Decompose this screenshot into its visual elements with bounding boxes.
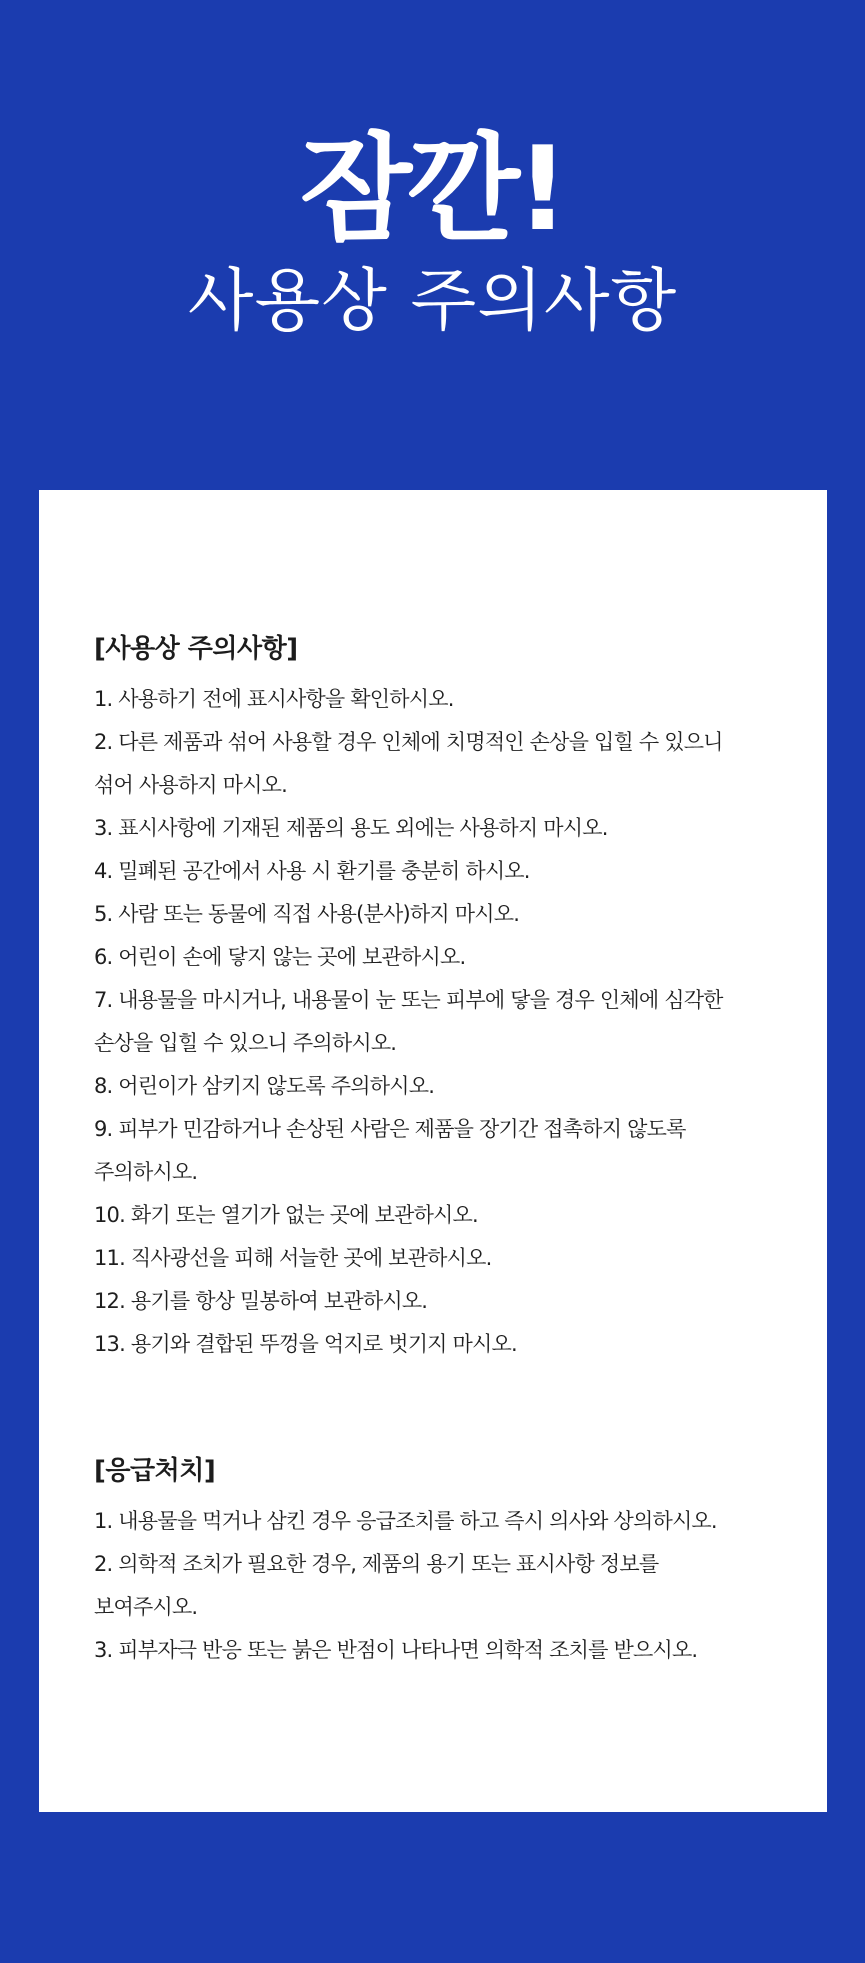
usage-precautions-section	[94, 632, 794, 1366]
usage-item: 주의하시오.	[94, 1160, 198, 1184]
usage-item: 4. 밀폐된 공간에서 사용 시 환기를 충분히 하시오.	[94, 859, 530, 883]
hero-title: 잠깐!	[299, 122, 565, 257]
emergency-section	[94, 1454, 794, 1672]
emergency-item: 1. 내용물을 먹거나 삼킨 경우 응급조치를 하고 즉시 의사와 상의하시오.	[94, 1509, 717, 1533]
hero-subtitle: 사용상 주의사항	[187, 262, 678, 341]
emergency-heading: [응급처치]	[94, 1456, 216, 1486]
usage-item: 9. 피부가 민감하거나 손상된 사람은 제품을 장기간 접촉하지 않도록	[94, 1117, 686, 1141]
emergency-item: 3. 피부자극 반응 또는 붉은 반점이 나타나면 의학적 조치를 받으시오.	[94, 1638, 698, 1662]
usage-item: 8. 어린이가 삼키지 않도록 주의하시오.	[94, 1074, 435, 1098]
usage-item: 7. 내용물을 마시거나, 내용물이 눈 또는 피부에 닿을 경우 인체에 심각한	[94, 988, 723, 1012]
usage-item: 10. 화기 또는 열기가 없는 곳에 보관하시오.	[94, 1203, 478, 1227]
usage-item: 3. 표시사항에 기재된 제품의 용도 외에는 사용하지 마시오.	[94, 816, 608, 840]
emergency-item: 보여주시오.	[94, 1595, 198, 1619]
usage-item: 2. 다른 제품과 섞어 사용할 경우 인체에 치명적인 손상을 입힐 수 있으니	[94, 730, 723, 754]
usage-item: 5. 사람 또는 동물에 직접 사용(분사)하지 마시오.	[94, 902, 520, 926]
emergency-item: 2. 의학적 조치가 필요한 경우, 제품의 용기 또는 표시사항 정보를	[94, 1552, 659, 1576]
usage-item: 6. 어린이 손에 닿지 않는 곳에 보관하시오.	[94, 945, 466, 969]
usage-item: 손상을 입힐 수 있으니 주의하시오.	[94, 1031, 397, 1055]
precautions-card	[39, 490, 827, 1812]
usage-item: 섞어 사용하지 마시오.	[94, 773, 287, 797]
usage-item: 1. 사용하기 전에 표시사항을 확인하시오.	[94, 687, 454, 711]
usage-item: 12. 용기를 항상 밀봉하여 보관하시오.	[94, 1289, 428, 1313]
usage-precautions-heading: [사용상 주의사항]	[94, 634, 298, 664]
usage-item: 11. 직사광선을 피해 서늘한 곳에 보관하시오.	[94, 1246, 492, 1270]
usage-item: 13. 용기와 결합된 뚜껑을 억지로 벗기지 마시오.	[94, 1332, 517, 1356]
hero-banner	[0, 0, 865, 488]
